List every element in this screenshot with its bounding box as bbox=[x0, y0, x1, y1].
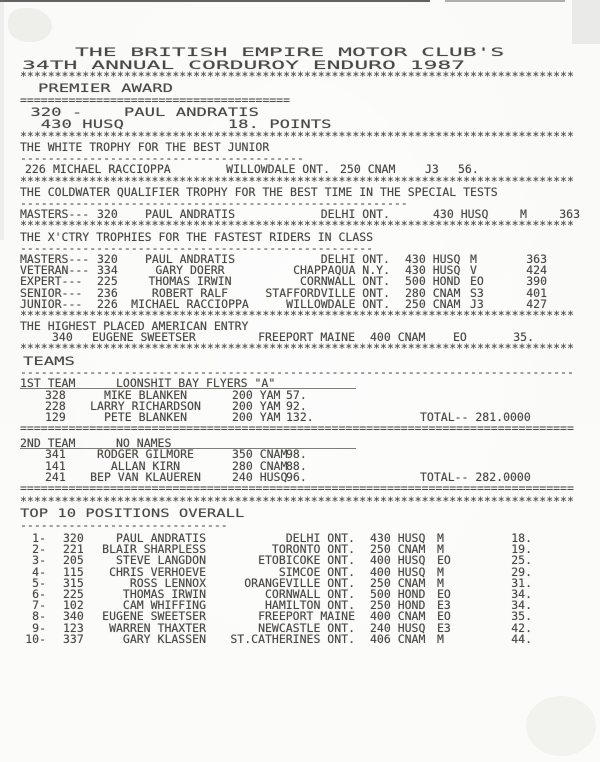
rider-number: 320 bbox=[97, 253, 118, 266]
dash-separator: ----------------------------------------- bbox=[20, 153, 304, 165]
top10-row bbox=[20, 567, 582, 578]
rider-number: 225 bbox=[63, 589, 84, 601]
bike: 430 HUSQ bbox=[433, 209, 489, 221]
rider-number: 320 bbox=[63, 533, 84, 545]
bike: 280 CNAM bbox=[232, 460, 288, 472]
rider-city: DELHI ONT. bbox=[320, 209, 390, 221]
bike: 280 CNAM bbox=[405, 287, 461, 299]
star-separator: ******************************************************************************** bbox=[20, 343, 574, 355]
equals-separator: ================================================================================ bbox=[20, 423, 574, 435]
team-name: NO NAMES bbox=[116, 438, 172, 450]
rider-city: TORONTO ONT. bbox=[271, 544, 355, 556]
dash-separator: -------------------------------------------------------------------------------- bbox=[20, 367, 574, 379]
team-total: TOTAL-- 281.0000 bbox=[420, 411, 531, 424]
rider-number: 341 bbox=[45, 449, 66, 461]
title-text: THE BRITISH EMPIRE MOTOR CLUB'S bbox=[75, 46, 505, 59]
rider-number: 123 bbox=[63, 622, 84, 634]
top10-row bbox=[20, 623, 582, 634]
equals-separator: ================================================================================ bbox=[20, 483, 574, 495]
scan-artifact-edge bbox=[0, 0, 4, 240]
bike: 430 HUSQ bbox=[405, 253, 461, 266]
class-label: SENIOR--- bbox=[20, 287, 83, 299]
top10-row bbox=[20, 589, 582, 600]
document-title-line1 bbox=[20, 46, 582, 59]
points: 31. bbox=[511, 577, 532, 589]
position: 2- bbox=[32, 544, 46, 556]
team-rank: 1ST TEAM bbox=[20, 378, 76, 390]
points: 98. bbox=[286, 449, 307, 461]
points: 363 bbox=[526, 253, 547, 266]
rider-number: 340 bbox=[52, 332, 73, 344]
star-separator: ******************************************************************************** bbox=[20, 130, 574, 143]
bike: 400 HUSQ bbox=[370, 555, 426, 567]
points: 92. bbox=[286, 400, 307, 412]
rider-name: EUGENE SWEETSER bbox=[102, 611, 206, 623]
star-separator: ******************************************************************************** bbox=[20, 220, 574, 232]
position: 9- bbox=[32, 622, 46, 634]
rider-name: MIKE BLANKEN bbox=[103, 389, 188, 401]
rider-name: GARY DOERR bbox=[155, 265, 225, 277]
dash-separator: ------------------------------ bbox=[20, 519, 228, 532]
class-code: M bbox=[437, 566, 444, 578]
class-code: M bbox=[437, 533, 444, 545]
rider-city: FREEPORT MAINE bbox=[258, 332, 355, 344]
rider-name: PAUL ANDRATIS bbox=[144, 253, 235, 266]
rider-city: ORANGEVILLE ONT. bbox=[244, 577, 355, 589]
rider-number: 241 bbox=[45, 471, 66, 483]
xctry-row bbox=[20, 299, 582, 310]
bike: 406 CNAM bbox=[370, 633, 426, 645]
bike: 430 HUSQ bbox=[370, 533, 426, 545]
rider-name: RODGER GILMORE bbox=[97, 449, 194, 461]
class-code: EO bbox=[437, 555, 451, 567]
bike: 250 HOND bbox=[370, 600, 426, 612]
top10-heading bbox=[20, 507, 582, 520]
class-code: E3 bbox=[437, 622, 451, 634]
scan-artifact-smudge bbox=[8, 8, 52, 42]
rider-name: BEP VAN KLAUEREN bbox=[90, 471, 201, 483]
rider-name: PETE BLANKEN bbox=[103, 411, 188, 424]
premier-winner-line bbox=[20, 106, 582, 119]
position: 8- bbox=[32, 611, 46, 623]
coldwater-row bbox=[20, 209, 582, 220]
class-label: MASTERS--- bbox=[20, 253, 90, 266]
bike: 250 CNAM bbox=[370, 544, 426, 556]
points: 34. bbox=[511, 589, 532, 601]
position: 4- bbox=[32, 566, 46, 578]
class-label: VETERAN--- bbox=[20, 265, 90, 277]
rider-city: FREEPORT MAINE bbox=[258, 611, 355, 623]
rider-city: ST.CATHERINES ONT. bbox=[230, 633, 355, 645]
dash-separator: --------------------------------------------------- bbox=[20, 242, 374, 254]
class-code: M bbox=[437, 544, 444, 556]
bike: 500 HOND bbox=[405, 276, 461, 288]
bike: 240 HUSQ bbox=[232, 471, 288, 483]
bike: 240 HUSQ bbox=[370, 622, 426, 634]
points: 35. bbox=[511, 611, 532, 623]
rider-number: 337 bbox=[63, 633, 84, 645]
bike: 200 YAM bbox=[232, 400, 281, 412]
points: 19. bbox=[511, 544, 532, 556]
bike: 400 HUSQ bbox=[370, 566, 426, 578]
team-member-row bbox=[20, 390, 582, 401]
rider-number: 228 bbox=[45, 400, 66, 412]
position: 7- bbox=[32, 600, 46, 612]
bike: 250 CNAM bbox=[340, 164, 396, 176]
team-2-header bbox=[20, 438, 582, 449]
rider-name: PAUL ANDRATIS bbox=[144, 209, 235, 221]
xctry-heading: THE X'CTRY TROPHIES FOR THE FASTEST RIDERS IN CLASS bbox=[20, 231, 374, 243]
top10-row bbox=[20, 555, 582, 566]
rider-name: EUGENE SWEETSER bbox=[92, 332, 196, 344]
bike: 400 CNAM bbox=[370, 611, 426, 623]
star-separator: ******************************************************************************** bbox=[20, 71, 574, 83]
points: 96. bbox=[286, 471, 307, 483]
equals-separator: ======================================= bbox=[20, 94, 291, 106]
points: 44. bbox=[511, 633, 532, 645]
class-code: E3 bbox=[437, 600, 451, 612]
points: 18. bbox=[511, 533, 532, 545]
bike: 250 CNAM bbox=[405, 298, 461, 310]
class-code: M bbox=[470, 253, 477, 266]
rider-city: ETOBICOKE ONT. bbox=[258, 555, 355, 567]
points: 390 bbox=[526, 276, 547, 288]
rider-name: MICHAEL RACCIOPPA bbox=[53, 164, 171, 176]
rider-name: CAM WHIFFING bbox=[122, 600, 206, 612]
rider-city: CORNWALL ONT. bbox=[264, 589, 355, 601]
top10-row bbox=[20, 533, 582, 544]
class-label: JUNIOR--- bbox=[20, 298, 83, 310]
top10-row bbox=[20, 600, 582, 611]
rider-number: 205 bbox=[63, 555, 84, 567]
star-separator: ******************************************************************************** bbox=[20, 496, 574, 508]
rider-number: 315 bbox=[63, 577, 84, 589]
rider-name: PAUL ANDRATIS bbox=[115, 533, 206, 545]
bike: 200 YAM bbox=[232, 411, 281, 424]
class-code: EO bbox=[437, 611, 451, 623]
american-entry-row bbox=[20, 332, 582, 343]
top10-row bbox=[20, 544, 582, 555]
bike: 350 CNAM bbox=[232, 449, 288, 461]
class-label: EXPERT--- bbox=[20, 276, 83, 288]
points: 427 bbox=[526, 298, 547, 310]
points: 56. bbox=[458, 164, 479, 176]
scan-artifact-smudge bbox=[572, 0, 600, 44]
rider-city: CHAPPAQUA N.Y. bbox=[293, 265, 390, 277]
rider-city: DELHI ONT. bbox=[285, 533, 355, 545]
points: 88. bbox=[286, 460, 307, 472]
points: 401 bbox=[526, 287, 547, 299]
rider-city: CORNWALL ONT. bbox=[299, 276, 390, 288]
rider-name: BLAIR SHARPLESS bbox=[102, 544, 206, 556]
position: 10- bbox=[25, 633, 46, 645]
rider-city: HAMILTON ONT. bbox=[264, 600, 355, 612]
rider-number: 226 bbox=[25, 164, 46, 176]
points: 34. bbox=[511, 600, 532, 612]
dash-separator: -------------------------------------------------------- bbox=[20, 198, 408, 210]
rider-name: WARREN THAXTER bbox=[109, 622, 206, 634]
american-entry-heading: THE HIGHEST PLACED AMERICAN ENTRY bbox=[20, 321, 249, 333]
rider-name: ROSS LENNOX bbox=[129, 577, 206, 589]
coldwater-heading: THE COLDWATER QUALIFIER TROPHY FOR THE BEST TIME IN THE SPECIAL TESTS bbox=[20, 186, 498, 198]
rider-city: WILLOWDALE ONT. bbox=[286, 298, 390, 310]
bike: 250 CNAM bbox=[370, 577, 426, 589]
rider-name: LARRY RICHARDSON bbox=[90, 400, 201, 412]
rider-city: NEWCASTLE ONT. bbox=[258, 622, 355, 634]
bike: 200 YAM bbox=[232, 389, 281, 401]
scan-artifact-top-line-2 bbox=[445, 0, 565, 2]
premier-bike-points-line bbox=[20, 118, 582, 131]
rider-name: STEVE LANGDON bbox=[115, 555, 206, 567]
xctry-row bbox=[20, 288, 582, 299]
team-member-row bbox=[20, 461, 582, 472]
class-code: S3 bbox=[470, 287, 484, 299]
team-member-row bbox=[20, 412, 582, 423]
rider-number: 328 bbox=[45, 389, 66, 401]
rider-number: 340 bbox=[63, 611, 84, 623]
team-rank: 2ND TEAM bbox=[20, 438, 76, 450]
rider-name: GARY KLASSEN bbox=[122, 633, 206, 645]
rider-number: 141 bbox=[45, 460, 66, 472]
class-code: J3 bbox=[425, 164, 439, 176]
points: 35. bbox=[513, 332, 534, 344]
heading-text: TEAMS bbox=[23, 354, 75, 368]
scan-artifact-top-line bbox=[0, 0, 430, 2]
bike: 430 HUSQ bbox=[405, 265, 461, 277]
premier-rider: 320 - PAUL ANDRATIS bbox=[20, 105, 259, 119]
rider-number: 102 bbox=[63, 600, 84, 612]
class-code: J3 bbox=[470, 298, 484, 310]
rider-name: ALLAN KIRN bbox=[110, 460, 181, 472]
points: 363 bbox=[559, 209, 580, 221]
rider-name: THOMAS IRWIN bbox=[148, 276, 232, 288]
rider-city: DELHI ONT. bbox=[320, 253, 390, 266]
rider-number: 320 bbox=[97, 209, 118, 221]
position: 5- bbox=[32, 577, 46, 589]
rider-city: SIMCOE ONT. bbox=[278, 566, 355, 578]
top10-row bbox=[20, 578, 582, 589]
class-code: V bbox=[470, 265, 477, 277]
team-name: LOONSHIT BAY FLYERS "A" bbox=[116, 378, 276, 390]
rider-number: 221 bbox=[63, 544, 84, 556]
heading-text: TOP 10 POSITIONS OVERALL bbox=[20, 507, 245, 520]
class-code: M bbox=[520, 209, 527, 221]
scan-artifact-smudge bbox=[526, 696, 596, 756]
bike: 500 HOND bbox=[370, 589, 426, 601]
team-member-row bbox=[20, 401, 582, 412]
xctry-row bbox=[20, 254, 582, 265]
top10-row bbox=[20, 634, 582, 645]
points: 132. bbox=[286, 411, 314, 424]
xctry-row bbox=[20, 276, 582, 287]
rider-name: THOMAS IRWIN bbox=[122, 589, 206, 601]
white-trophy-row bbox=[20, 164, 582, 175]
class-code: M bbox=[437, 577, 444, 589]
class-label: MASTERS--- bbox=[20, 209, 90, 221]
teams-heading bbox=[20, 355, 582, 368]
heading-text: PREMIER AWARD bbox=[38, 82, 174, 95]
rider-number: 115 bbox=[63, 566, 84, 578]
points: 424 bbox=[526, 265, 547, 277]
premier-bike-points: 430 HUSQ 18. POINTS bbox=[20, 118, 332, 131]
team-total: TOTAL-- 282.0000 bbox=[420, 471, 531, 483]
class-code: EO bbox=[437, 589, 451, 601]
rider-city: WILLOWDALE ONT. bbox=[226, 164, 330, 176]
premier-award-heading bbox=[20, 82, 582, 95]
rider-name: ROBERT RALF bbox=[151, 287, 229, 299]
rider-number: 236 bbox=[97, 287, 118, 299]
white-trophy-heading: THE WHITE TROPHY FOR THE BEST JUNIOR bbox=[20, 142, 270, 154]
team-member-row bbox=[20, 472, 582, 483]
title-text: 34TH ANNUAL CORDUROY ENDURO 1987 bbox=[22, 58, 466, 71]
star-separator: ******************************************************************************** bbox=[20, 175, 574, 187]
rider-number: 226 bbox=[97, 298, 118, 310]
points: 42. bbox=[511, 622, 532, 634]
class-code: EO bbox=[470, 276, 484, 288]
rider-number: 129 bbox=[45, 411, 66, 424]
rider-name: CHRIS VERHOEVE bbox=[109, 566, 206, 578]
bike: 400 CNAM bbox=[370, 332, 426, 344]
position: 6- bbox=[32, 589, 46, 601]
team-1-header bbox=[20, 378, 582, 389]
points: 25. bbox=[511, 555, 532, 567]
rider-number: 225 bbox=[97, 276, 118, 288]
position: 3- bbox=[32, 555, 46, 567]
top10-row bbox=[20, 611, 582, 622]
document-body bbox=[20, 46, 582, 645]
class-code: EO bbox=[453, 332, 467, 344]
position: 1- bbox=[32, 533, 46, 545]
rider-number: 334 bbox=[97, 265, 118, 277]
points: 29. bbox=[511, 566, 532, 578]
rider-city: STAFFORDVILLE ONT. bbox=[265, 287, 390, 299]
star-separator: ******************************************************************************** bbox=[20, 309, 574, 322]
points: 57. bbox=[286, 389, 307, 401]
rider-name: MICHAEL RACCIOPPA bbox=[131, 298, 249, 310]
document-title-line2 bbox=[20, 59, 582, 72]
class-code: M bbox=[437, 633, 444, 645]
xctry-row bbox=[20, 265, 582, 276]
team-member-row bbox=[20, 449, 582, 460]
